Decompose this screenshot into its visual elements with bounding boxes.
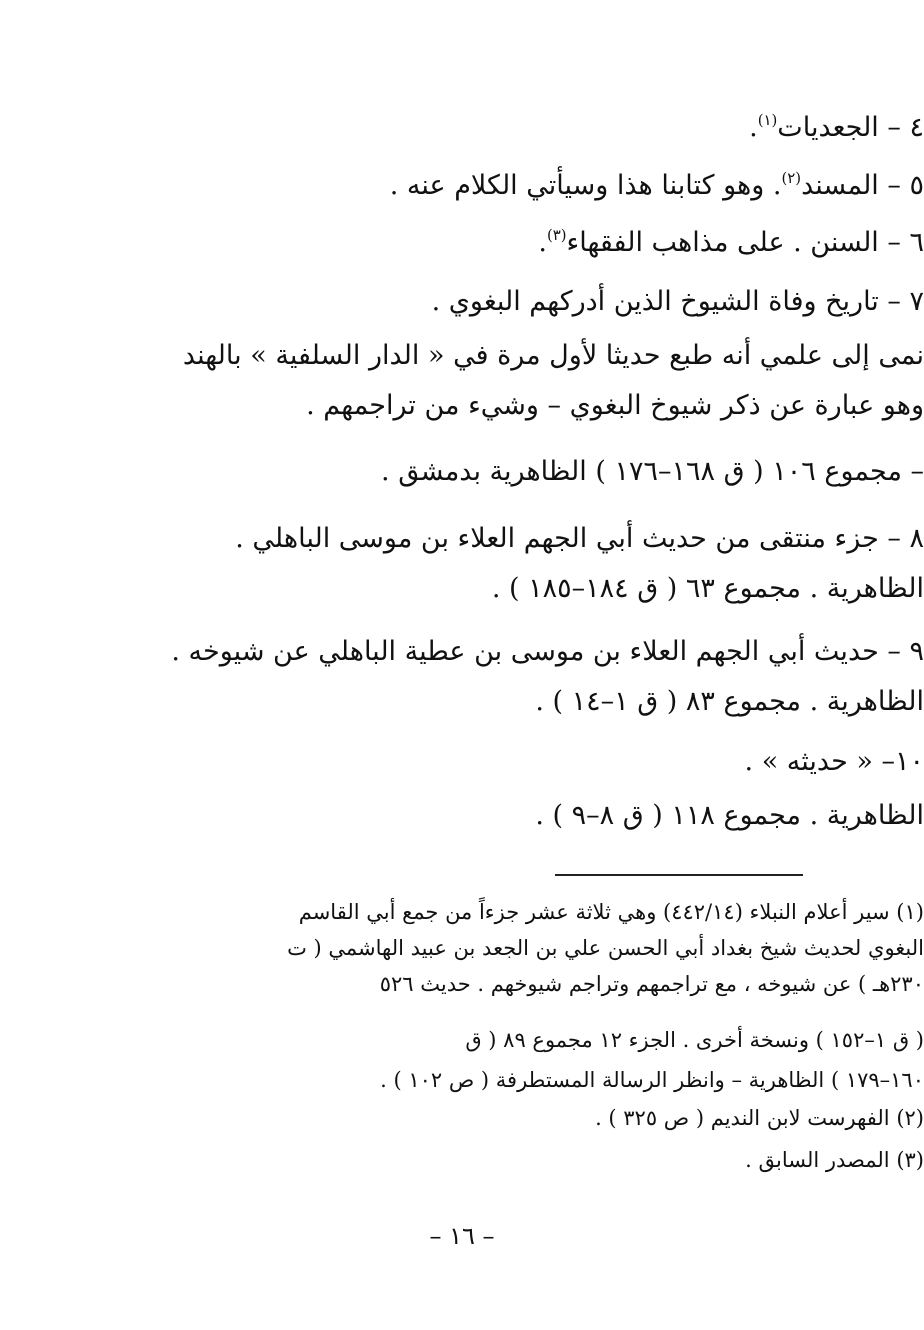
list-item-tail: . وهو كتابنا هذا وسيأتي الكلام عنه . <box>389 170 782 201</box>
source-line: – مجموع ١٠٦ ( ق ١٦٨–١٧٦ ) الظاهرية بدمشق . <box>381 456 924 487</box>
footnote-ref: (٣) <box>546 225 567 244</box>
footnote-line: (١) سير أعلام النبلاء (٤٤٢/١٤) وهي ثلاثة عشر جزءاً من جمع أبي القاسم <box>298 900 924 924</box>
footnote-ref: (١) <box>757 110 778 129</box>
footnote-line: (٢) الفهرست لابن النديم ( ص ٣٢٥ ) . <box>595 1106 924 1130</box>
source-line: الظاهرية . مجموع ٦٣ ( ق ١٨٤–١٨٥ ) . <box>491 573 924 604</box>
list-item: ١٠– « حديثه » . <box>744 746 924 777</box>
list-item-tail: . <box>749 112 758 143</box>
page-number: – ١٦ – <box>429 1222 495 1250</box>
footnote-line: ( ق ١–١٥٢ ) ونسخة أخرى . الجزء ١٢ مجموع ٨٩ ( ق <box>465 1028 924 1052</box>
footnote-line: ٢٣٠هـ ) عن شيوخه ، مع تراجمهم وتراجم شيوخهم . حديث ٥٢٦ <box>379 972 924 996</box>
source-line: الظاهرية . مجموع ٨٣ ( ق ١–١٤ ) . <box>535 686 924 717</box>
footnote-line: ١٦٠–١٧٩ ) الظاهرية – وانظر الرسالة المستطرفة ( ص ١٠٢ ) . <box>380 1068 924 1092</box>
footnote-ref: (٢) <box>781 168 802 187</box>
source-line: الظاهرية . مجموع ١١٨ ( ق ٨–٩ ) . <box>535 800 924 831</box>
list-item <box>119 170 924 202</box>
list-item-text: ٥ – المسند <box>801 170 924 201</box>
list-item: ٨ – جزء منتقى من حديث أبي الجهم العلاء بن موسى الباهلي . <box>235 523 924 554</box>
text-line: نمى إلى علمي أنه طبع حديثا لأول مرة في « الدار السلفية » بالهند <box>182 340 924 371</box>
footnote-line: (٣) المصدر السابق . <box>745 1148 924 1172</box>
footnote-line: البغوي لحديث شيخ بغداد أبي الحسن علي بن الجعد بن عبيد الهاشمي ( ت <box>287 936 924 960</box>
text-line: وهو عبارة عن ذكر شيوخ البغوي – وشيء من تراجمهم . <box>306 390 924 421</box>
list-item-text: ٤ – الجعديات <box>777 112 924 143</box>
list-item <box>119 227 924 259</box>
list-item-tail: . <box>538 227 547 258</box>
list-item: ٧ – تاريخ وفاة الشيوخ الذين أدركهم البغوي . <box>431 286 924 317</box>
list-item-text: ٦ – السنن . على مذاهب الفقهاء <box>566 227 924 258</box>
list-item <box>119 112 924 144</box>
footnote-separator <box>555 874 803 876</box>
list-item: ٩ – حديث أبي الجهم العلاء بن موسى بن عطية الباهلي عن شيوخه . <box>171 636 924 667</box>
